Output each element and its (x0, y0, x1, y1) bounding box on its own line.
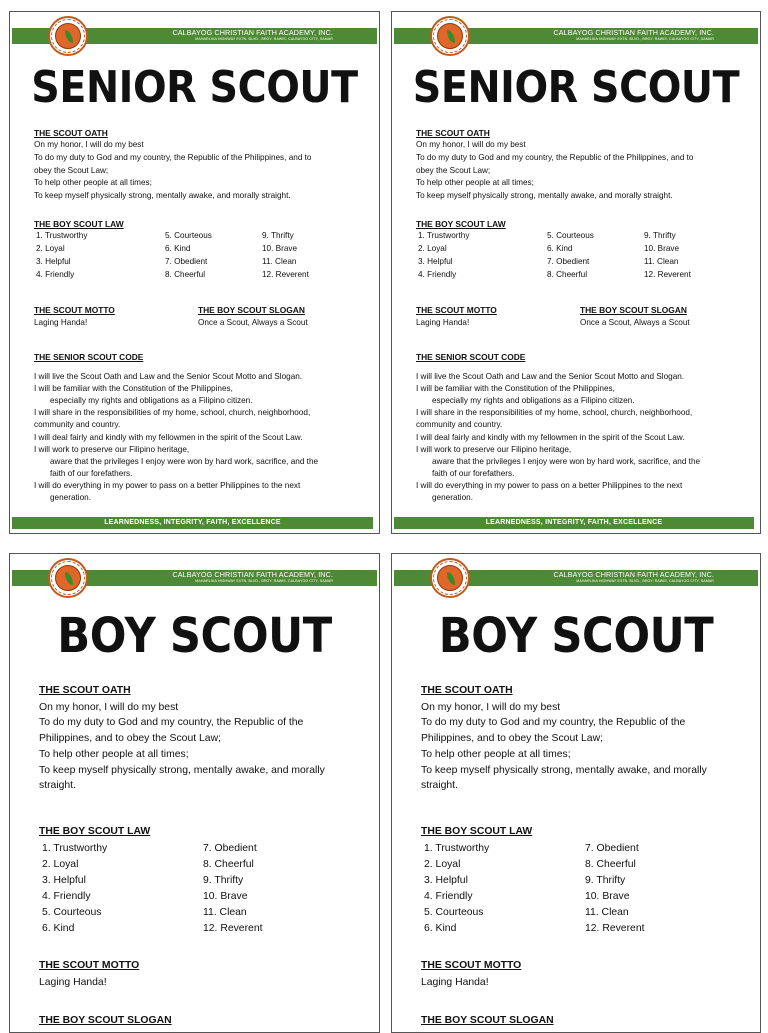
law-item: 9. Thrifty (585, 875, 626, 886)
law-item: 11. Clean (262, 257, 297, 266)
oath-line: To keep myself physically strong, mentally awake, and morally (421, 765, 707, 776)
law-item: 7. Obedient (165, 257, 208, 266)
school-logo-icon (48, 558, 88, 598)
code-line: especially my rights and obligations as a Filipino citizen. (432, 396, 635, 405)
school-logo-icon (48, 16, 88, 56)
school-address: MAHARLIKA HIGHWAY EXTN. BLVD., BRGY. RAWIS, CALBAYOG CITY, SAMAR (195, 579, 333, 583)
oath-heading: THE SCOUT OATH (39, 685, 131, 696)
code-line: I will deal fairly and kindly with my fellowmen in the spirit of the Scout Law. (34, 433, 303, 442)
code-line: aware that the privileges I enjoy were won by hard work, sacrifice, and the (432, 457, 701, 466)
law-item: 11. Clean (585, 907, 629, 918)
school-logo-icon (430, 558, 470, 598)
law-item: 3. Helpful (42, 875, 86, 886)
motto-text: Laging Handa! (39, 977, 107, 988)
law-item: 5. Courteous (424, 907, 484, 918)
oath-line: To help other people at all times; (421, 749, 571, 760)
motto-text: Laging Handa! (34, 318, 88, 327)
motto-heading: THE SCOUT MOTTO (416, 305, 497, 315)
code-line: I will be familiar with the Constitution of the Philippines, (416, 384, 615, 393)
oath-line: Philippines, and to obey the Scout Law; (421, 733, 603, 744)
law-item: 6. Kind (424, 923, 457, 934)
code-line: community and country. (416, 420, 503, 429)
code-line: I will live the Scout Oath and Law and the Senior Scout Motto and Slogan. (416, 372, 685, 381)
oath-line: To do my duty to God and my country, the Republic of the (421, 717, 686, 728)
code-line: I will work to preserve our Filipino heritage, (34, 445, 190, 454)
oath-line: straight. (39, 780, 76, 791)
law-item: 12. Reverent (644, 270, 691, 279)
logo-emblem (437, 23, 463, 49)
code-heading: THE SENIOR SCOUT CODE (34, 352, 144, 362)
law-item: 5. Courteous (42, 907, 102, 918)
law-item: 6. Kind (42, 923, 75, 934)
oath-line: On my honor, I will do my best (34, 140, 144, 149)
law-item: 3. Helpful (36, 257, 71, 266)
code-line: aware that the privileges I enjoy were won by hard work, sacrifice, and the (50, 457, 319, 466)
senior-scout-card-right (391, 11, 761, 534)
law-item: 7. Obedient (585, 843, 639, 854)
code-line: I will be familiar with the Constitution of the Philippines, (34, 384, 233, 393)
law-item: 4. Friendly (424, 891, 473, 902)
slogan-heading: THE BOY SCOUT SLOGAN (421, 1015, 554, 1026)
law-item: 2. Loyal (418, 244, 447, 253)
law-item: 8. Cheerful (203, 859, 254, 870)
code-line: community and country. (34, 420, 121, 429)
law-heading: THE BOY SCOUT LAW (416, 219, 506, 229)
law-item: 9. Thrifty (262, 231, 294, 240)
law-item: 11. Clean (203, 907, 247, 918)
law-item: 2. Loyal (42, 859, 79, 870)
school-address: MAHARLIKA HIGHWAY EXTN. BLVD., BRGY. RAWIS, CALBAYOG CITY, SAMAR (576, 579, 714, 583)
oath-heading: THE SCOUT OATH (416, 128, 490, 138)
law-item: 4. Friendly (36, 270, 75, 279)
law-item: 6. Kind (547, 244, 573, 253)
law-item: 9. Thrifty (203, 875, 244, 886)
page-title: BOY SCOUT (438, 608, 714, 664)
law-item: 1. Trustworthy (42, 843, 108, 854)
school-logo-icon (430, 16, 470, 56)
law-item: 1. Trustworthy (424, 843, 490, 854)
oath-line: obey the Scout Law; (34, 166, 109, 175)
law-item: 1. Trustworthy (418, 231, 470, 240)
code-line: I will work to preserve our Filipino heritage, (416, 445, 572, 454)
law-item: 11. Clean (644, 257, 679, 266)
school-address: MAHARLIKA HIGHWAY EXTN. BLVD., BRGY. RAWIS, CALBAYOG CITY, SAMAR (576, 37, 714, 41)
boy-scout-card-right (391, 553, 761, 1033)
law-heading: THE BOY SCOUT LAW (34, 219, 124, 229)
law-item: 12. Reverent (585, 923, 645, 934)
page-title: SENIOR SCOUT (31, 62, 358, 113)
slogan-heading: THE BOY SCOUT SLOGAN (198, 305, 305, 315)
oath-line: To do my duty to God and my country, the Republic of the Philippines, and to (416, 153, 694, 162)
oath-line: On my honor, I will do my best (39, 702, 179, 713)
leaf-icon (65, 30, 73, 43)
oath-line: To do my duty to God and my country, the Republic of the (39, 717, 304, 728)
law-item: 4. Friendly (418, 270, 457, 279)
code-line: I will do everything in my power to pass on a better Philippines to the next (34, 481, 301, 490)
footer-bar: LEARNEDNESS, INTEGRITY, FAITH, EXCELLENCE (394, 517, 754, 529)
leaf-icon (447, 572, 455, 585)
code-line: especially my rights and obligations as a Filipino citizen. (50, 396, 253, 405)
school-address: MAHARLIKA HIGHWAY EXTN. BLVD., BRGY. RAWIS, CALBAYOG CITY, SAMAR (195, 37, 333, 41)
logo-emblem (55, 23, 81, 49)
oath-line: To keep myself physically strong, mentally awake, and morally straight. (34, 191, 291, 200)
code-heading: THE SENIOR SCOUT CODE (416, 352, 526, 362)
page-title: BOY SCOUT (57, 608, 332, 664)
oath-line: To keep myself physically strong, mentally awake, and morally (39, 765, 325, 776)
code-line: generation. (432, 493, 473, 502)
leaf-icon (65, 572, 73, 585)
law-item: 9. Thrifty (644, 231, 676, 240)
law-item: 2. Loyal (424, 859, 461, 870)
code-line: I will share in the responsibilities of my home, school, church, neighborhood, (34, 408, 311, 417)
school-name: CALBAYOG CHRISTIAN FAITH ACADEMY, INC. (172, 570, 333, 579)
slogan-heading: THE BOY SCOUT SLOGAN (39, 1015, 172, 1026)
senior-scout-card-left (9, 11, 380, 534)
page-title: SENIOR SCOUT (412, 62, 740, 113)
code-line: I will do everything in my power to pass on a better Philippines to the next (416, 481, 683, 490)
oath-heading: THE SCOUT OATH (34, 128, 108, 138)
law-item: 10. Brave (644, 244, 680, 253)
law-item: 8. Cheerful (165, 270, 206, 279)
code-line: generation. (50, 493, 91, 502)
law-item: 12. Reverent (203, 923, 263, 934)
law-item: 1. Trustworthy (36, 231, 88, 240)
oath-line: To help other people at all times; (416, 178, 534, 187)
law-item: 8. Cheerful (547, 270, 588, 279)
footer-bar: LEARNEDNESS, INTEGRITY, FAITH, EXCELLENCE (12, 517, 373, 529)
code-line: I will deal fairly and kindly with my fellowmen in the spirit of the Scout Law. (416, 433, 685, 442)
oath-line: To do my duty to God and my country, the Republic of the Philippines, and to (34, 153, 312, 162)
law-item: 2. Loyal (36, 244, 65, 253)
oath-line: straight. (421, 780, 458, 791)
oath-line: Philippines, and to obey the Scout Law; (39, 733, 221, 744)
law-heading: THE BOY SCOUT LAW (421, 826, 533, 837)
law-item: 4. Friendly (42, 891, 91, 902)
law-item: 6. Kind (165, 244, 191, 253)
motto-heading: THE SCOUT MOTTO (34, 305, 115, 315)
law-item: 3. Helpful (424, 875, 468, 886)
motto-text: Laging Handa! (421, 977, 489, 988)
oath-line: On my honor, I will do my best (416, 140, 526, 149)
code-line: I will share in the responsibilities of my home, school, church, neighborhood, (416, 408, 693, 417)
law-item: 5. Courteous (165, 231, 212, 240)
law-item: 10. Brave (585, 891, 630, 902)
law-item: 10. Brave (203, 891, 248, 902)
law-item: 12. Reverent (262, 270, 309, 279)
logo-emblem (437, 565, 463, 591)
law-heading: THE BOY SCOUT LAW (39, 826, 151, 837)
motto-heading: THE SCOUT MOTTO (421, 960, 522, 971)
law-item: 5. Courteous (547, 231, 594, 240)
oath-line: obey the Scout Law; (416, 166, 491, 175)
logo-emblem (55, 565, 81, 591)
oath-heading: THE SCOUT OATH (421, 685, 513, 696)
school-name: CALBAYOG CHRISTIAN FAITH ACADEMY, INC. (553, 570, 714, 579)
motto-heading: THE SCOUT MOTTO (39, 960, 140, 971)
code-line: faith of our forefathers. (50, 469, 133, 478)
law-item: 8. Cheerful (585, 859, 636, 870)
oath-line: To help other people at all times; (39, 749, 189, 760)
law-item: 10. Brave (262, 244, 298, 253)
oath-line: To keep myself physically strong, mentally awake, and morally straight. (416, 191, 673, 200)
leaf-icon (447, 30, 455, 43)
school-name: CALBAYOG CHRISTIAN FAITH ACADEMY, INC. (172, 28, 333, 37)
slogan-text: Once a Scout, Always a Scout (580, 318, 690, 327)
motto-text: Laging Handa! (416, 318, 470, 327)
oath-line: On my honor, I will do my best (421, 702, 561, 713)
law-item: 3. Helpful (418, 257, 453, 266)
code-line: faith of our forefathers. (432, 469, 515, 478)
oath-line: To help other people at all times; (34, 178, 152, 187)
law-item: 7. Obedient (547, 257, 590, 266)
code-line: I will live the Scout Oath and Law and the Senior Scout Motto and Slogan. (34, 372, 303, 381)
boy-scout-card-left (9, 553, 380, 1033)
slogan-heading: THE BOY SCOUT SLOGAN (580, 305, 687, 315)
school-name: CALBAYOG CHRISTIAN FAITH ACADEMY, INC. (553, 28, 714, 37)
slogan-text: Once a Scout, Always a Scout (198, 318, 308, 327)
law-item: 7. Obedient (203, 843, 257, 854)
